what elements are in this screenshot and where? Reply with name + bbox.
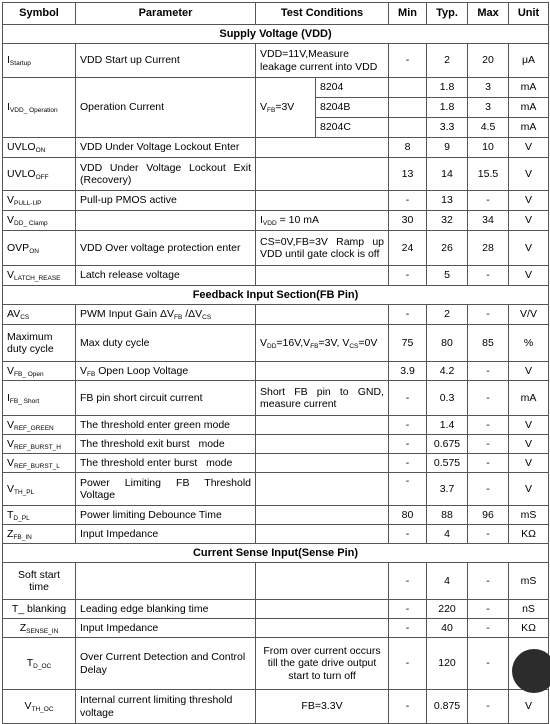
min-cell: - [389,44,427,78]
typ-cell: 26 [427,231,468,266]
typ-cell: 2 [427,305,468,325]
test-condition-cell: CS=0V,FB=3V Ramp up VDD until gate clock is off [256,231,389,266]
unit-cell: V [509,416,549,435]
max-cell: 20 [468,44,509,78]
max-cell: - [468,435,509,454]
test-condition-cell [256,138,389,158]
max-cell: 10 [468,138,509,158]
parameter-cell: Input Impedance [76,619,256,638]
test-condition-cell: VDD=11V,Measure leakage current into VDD [256,44,389,78]
unit-cell: KΩ [509,525,549,544]
typ-cell: 80 [427,325,468,362]
min-cell: - [389,690,427,724]
symbol-cell: $V_{REF\_BURST\_H}$ [3,435,76,454]
test-condition-cell: FB=3.3V [256,690,389,724]
min-cell: 75 [389,325,427,362]
max-cell: - [468,638,509,690]
table-row [3,416,549,435]
test-condition-cell [256,416,389,435]
test-condition-cell [256,525,389,544]
test-condition-cell [256,506,389,525]
min-cell: 13 [389,158,427,191]
electrical-characteristics-table [2,2,549,724]
header-typ: Typ. [427,3,468,25]
max-cell: - [468,266,509,286]
unit-cell: V/V [509,305,549,325]
max-cell: - [468,473,509,506]
test-condition-cell: From over current occurs till the gate drive output start to turn off [256,638,389,690]
test-condition-cell [256,266,389,286]
typ-cell: 13 [427,191,468,211]
typ-cell: 4 [427,525,468,544]
parameter-cell: $V_{FB}$ Open Loop Voltage [76,362,256,381]
symbol-cell: $UVLO_{ON}$ [3,138,76,158]
typ-cell: 220 [427,600,468,619]
parameter-cell: VDD Over voltage protection enter [76,231,256,266]
parameter-cell: The threshold exit burst mode [76,435,256,454]
section-supply-voltage: Supply Voltage (VDD) [3,25,549,44]
typ-cell: 9 [427,138,468,158]
symbol-cell: $I_{VDD\_ Operation}$ [3,78,76,138]
parameter-cell: Max duty cycle [76,325,256,362]
unit-cell: V [509,690,549,724]
table-row [3,231,549,266]
typ-cell: 4.2 [427,362,468,381]
test-condition-cell: Short FB pin to GND, measure current [256,381,389,416]
test-condition-cell [256,619,389,638]
min-cell: 24 [389,231,427,266]
unit-cell: mS [509,506,549,525]
max-cell: 15.5 [468,158,509,191]
symbol-cell: Soft start time [3,563,76,600]
table-row [3,454,549,473]
section-row [3,544,549,563]
max-cell: 3 [468,78,509,98]
parameter-cell: Operation Current [76,78,256,138]
max-cell: - [468,454,509,473]
typ-cell: 88 [427,506,468,525]
parameter-cell: The threshold enter burst mode [76,454,256,473]
test-condition-cell [256,158,389,191]
typ-cell: 0.3 [427,381,468,416]
min-cell: 30 [389,211,427,231]
max-cell: - [468,416,509,435]
table-row [3,619,549,638]
table-row [3,690,549,724]
min-cell: - [389,619,427,638]
max-cell: - [468,191,509,211]
unit-cell: mA [509,78,549,98]
symbol-cell: $V_{TH\_PL}$ [3,473,76,506]
symbol-cell: $V_{DD\_ Clamp}$ [3,211,76,231]
header-unit: Unit [509,3,549,25]
symbol-cell: $V_{LATCH\_REASE}$ [3,266,76,286]
part-number-cell: 8204C [316,118,389,138]
parameter-cell: Power Limiting FB Threshold Voltage [76,473,256,506]
typ-cell: 120 [427,638,468,690]
unit-cell: V [509,211,549,231]
symbol-cell: $Z_{FB\_IN}$ [3,525,76,544]
table-row [3,44,549,78]
symbol-cell: $I_{FB\_ Short}$ [3,381,76,416]
unit-cell: mS [509,563,549,600]
max-cell: 4.5 [468,118,509,138]
symbol-cell: $T_{D\_PL}$ [3,506,76,525]
typ-cell: 14 [427,158,468,191]
typ-cell: 4 [427,563,468,600]
header-test-conditions: Test Conditions [256,3,389,25]
unit-cell: KΩ [509,619,549,638]
parameter-cell: Input Impedance [76,525,256,544]
min-cell: 3.9 [389,362,427,381]
min-cell [389,78,427,98]
max-cell: - [468,690,509,724]
max-cell: 28 [468,231,509,266]
header-max: Max [468,3,509,25]
table-row [3,563,549,600]
header-symbol: Symbol [3,3,76,25]
unit-cell: % [509,325,549,362]
parameter-cell [76,563,256,600]
test-condition-cell: $V_{DD}=16V,V_{FB}=3V$, $V_{CS}=0V$ [256,325,389,362]
min-cell: - [389,454,427,473]
symbol-cell: $OVP_{ON}$ [3,231,76,266]
typ-cell: 0.575 [427,454,468,473]
symbol-cell: $V_{TH\_OC}$ [3,690,76,724]
section-row [3,286,549,305]
table-row [3,138,549,158]
test-condition-cell: $I_{VDD} = 10$ mA [256,211,389,231]
max-cell: 3 [468,98,509,118]
parameter-cell: Latch release voltage [76,266,256,286]
unit-cell: V [509,362,549,381]
unit-cell: V [509,266,549,286]
parameter-cell: PWM Input Gain $\Delta V_{FB}$ $/\Delta V_{CS}$ [76,305,256,325]
table-row [3,381,549,416]
symbol-cell: Maximum duty cycle [3,325,76,362]
test-condition-cell [256,454,389,473]
unit-cell: mA [509,381,549,416]
part-number-cell: 8204 [316,78,389,98]
table-row [3,325,549,362]
unit-cell: mA [509,118,549,138]
min-cell: - [389,525,427,544]
typ-cell: 5 [427,266,468,286]
test-condition-cell [256,191,389,211]
typ-cell: 1.4 [427,416,468,435]
table-row [3,362,549,381]
max-cell: - [468,600,509,619]
unit-cell: nS [509,600,549,619]
table-header-row [3,3,549,25]
min-cell [389,118,427,138]
table-row [3,266,549,286]
symbol-cell: $V_{PULL-UP}$ [3,191,76,211]
table-row [3,78,549,98]
symbol-cell: $T_{D\_OC}$ [3,638,76,690]
parameter-cell [76,211,256,231]
test-condition-cell [256,473,389,506]
unit-cell: mA [509,98,549,118]
unit-cell: μA [509,44,549,78]
min-cell [389,98,427,118]
max-cell: - [468,381,509,416]
parameter-cell: Internal current limiting threshold voltage [76,690,256,724]
parameter-cell: VDD Under Voltage Lockout Enter [76,138,256,158]
table-row [3,600,549,619]
min-cell: - [389,305,427,325]
parameter-cell: Power limiting Debounce Time [76,506,256,525]
corner-overlay-circle[interactable] [512,649,550,693]
table-row [3,473,549,506]
test-condition-cell [256,600,389,619]
test-condition-cell [256,305,389,325]
unit-cell: V [509,138,549,158]
typ-cell: 0.675 [427,435,468,454]
table-row [3,305,549,325]
symbol-cell: $AV_{CS}$ [3,305,76,325]
min-cell: - [389,435,427,454]
unit-cell: V [509,191,549,211]
unit-cell: V [509,473,549,506]
max-cell: - [468,563,509,600]
typ-cell: 0.875 [427,690,468,724]
test-condition-cell [256,362,389,381]
max-cell: - [468,305,509,325]
symbol-cell: $V_{REF\_BURST\_L}$ [3,454,76,473]
table-row [3,211,549,231]
symbol-cell: $V_{FB\_ Open}$ [3,362,76,381]
test-condition-cell [256,563,389,600]
min-cell: - [389,381,427,416]
section-current-sense: Current Sense Input(Sense Pin) [3,544,549,563]
symbol-cell: T_ blanking [3,600,76,619]
parameter-cell: The threshold enter green mode [76,416,256,435]
typ-cell: 1.8 [427,98,468,118]
parameter-cell: FB pin short circuit current [76,381,256,416]
min-cell: - [389,473,427,506]
parameter-cell: VDD Start up Current [76,44,256,78]
parameter-cell: Pull-up PMOS active [76,191,256,211]
symbol-cell: $Z_{SENSE\_IN}$ [3,619,76,638]
section-feedback-input: Feedback Input Section(FB Pin) [3,286,549,305]
header-min: Min [389,3,427,25]
max-cell: - [468,525,509,544]
min-cell: - [389,600,427,619]
test-condition-cell [256,435,389,454]
typ-cell: 3.7 [427,473,468,506]
min-cell: - [389,191,427,211]
max-cell: - [468,362,509,381]
min-cell: - [389,563,427,600]
typ-cell: 40 [427,619,468,638]
unit-cell: V [509,158,549,191]
max-cell: 85 [468,325,509,362]
section-row [3,25,549,44]
min-cell: - [389,266,427,286]
typ-cell: 2 [427,44,468,78]
symbol-cell: $V_{REF\_GREEN}$ [3,416,76,435]
table-row [3,191,549,211]
min-cell: 80 [389,506,427,525]
typ-cell: 32 [427,211,468,231]
part-number-cell: 8204B [316,98,389,118]
unit-cell: V [509,435,549,454]
parameter-cell: Over Current Detection and Control Delay [76,638,256,690]
min-cell: - [389,638,427,690]
symbol-cell: $UVLO_{OFF}$ [3,158,76,191]
table-row [3,506,549,525]
unit-cell: V [509,231,549,266]
table-row [3,435,549,454]
header-parameter: Parameter [76,3,256,25]
min-cell: - [389,416,427,435]
max-cell: - [468,619,509,638]
parameter-cell: Leading edge blanking time [76,600,256,619]
typ-cell: 3.3 [427,118,468,138]
max-cell: 34 [468,211,509,231]
typ-cell: 1.8 [427,78,468,98]
table-row [3,638,549,690]
test-condition-cell: $V_{FB}=3V$ [256,78,316,138]
parameter-cell: VDD Under Voltage Lockout Exit (Recovery) [76,158,256,191]
max-cell: 96 [468,506,509,525]
min-cell: 8 [389,138,427,158]
symbol-cell: $I_{Startup}$ [3,44,76,78]
table-row [3,158,549,191]
unit-cell: V [509,454,549,473]
table-row [3,525,549,544]
